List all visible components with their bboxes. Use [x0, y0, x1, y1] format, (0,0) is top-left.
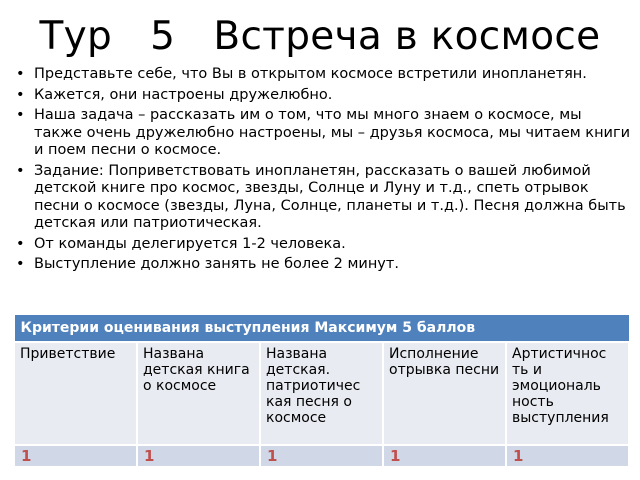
- bullet-item: [14, 107, 634, 160]
- bullet-icon: •: [16, 66, 25, 82]
- criteria-scores-row: [14, 445, 629, 467]
- criteria-cell: Названа детская книга о космосе: [137, 342, 260, 445]
- score-cell: 1: [260, 445, 383, 467]
- bullet-item: [14, 236, 634, 254]
- bullet-text: Задание: Поприветствовать инопланетян, рассказать о вашей любимой детской книге про космос, звезды, Солнце и Луну и т.д., спеть отрывок песни о космосе (звезды, Луна, Солнце, планеты и т.д.). Песня должна быть детская или патриотическая.: [34, 162, 626, 231]
- slide-title: Тур 5 Встреча в космосе: [39, 14, 601, 59]
- bullet-item: [14, 66, 634, 84]
- bullet-text: От команды делегируется 1-2 человека.: [34, 235, 346, 252]
- bullet-item: [14, 163, 634, 233]
- score-cell: 1: [383, 445, 506, 467]
- criteria-table: [13, 314, 630, 468]
- criteria-labels-row: [14, 342, 629, 445]
- bullet-icon: •: [16, 162, 25, 179]
- bullet-item: [14, 87, 634, 105]
- criteria-cell: Названа детская. патриотичес кая песня о космосе: [260, 342, 383, 445]
- score-cell: 1: [137, 445, 260, 467]
- criteria-cell: Приветствие: [14, 342, 137, 445]
- bullet-text: Выступление должно занять не более 2 минут.: [34, 256, 399, 272]
- score-cell: 1: [506, 445, 629, 467]
- bullet-item: [14, 256, 634, 274]
- bullet-icon: •: [16, 86, 25, 103]
- score-cell: 1: [14, 445, 137, 467]
- bullet-text: Кажется, они настроены дружелюбно.: [34, 86, 333, 103]
- criteria-header: Критерии оценивания выступления Максимум 5 баллов: [14, 315, 629, 343]
- bullet-icon: •: [16, 107, 25, 123]
- bullet-text: Наша задача – рассказать им о том, что мы много знаем о космосе, мы также очень дружелюбно настроены, мы – друзья космоса, мы читаем книги и поем песни о космосе.: [34, 107, 631, 158]
- bullet-icon: •: [16, 256, 25, 272]
- bullet-list: [14, 66, 634, 277]
- bullet-icon: •: [16, 235, 25, 252]
- criteria-cell: Артистичнос ть и эмоциональ ность выступления: [506, 342, 629, 445]
- criteria-header-row: [14, 315, 629, 343]
- criteria-cell: Исполнение отрывка песни: [383, 342, 506, 445]
- bullet-text: Представьте себе, что Вы в открытом космосе встретили инопланетян.: [34, 66, 587, 82]
